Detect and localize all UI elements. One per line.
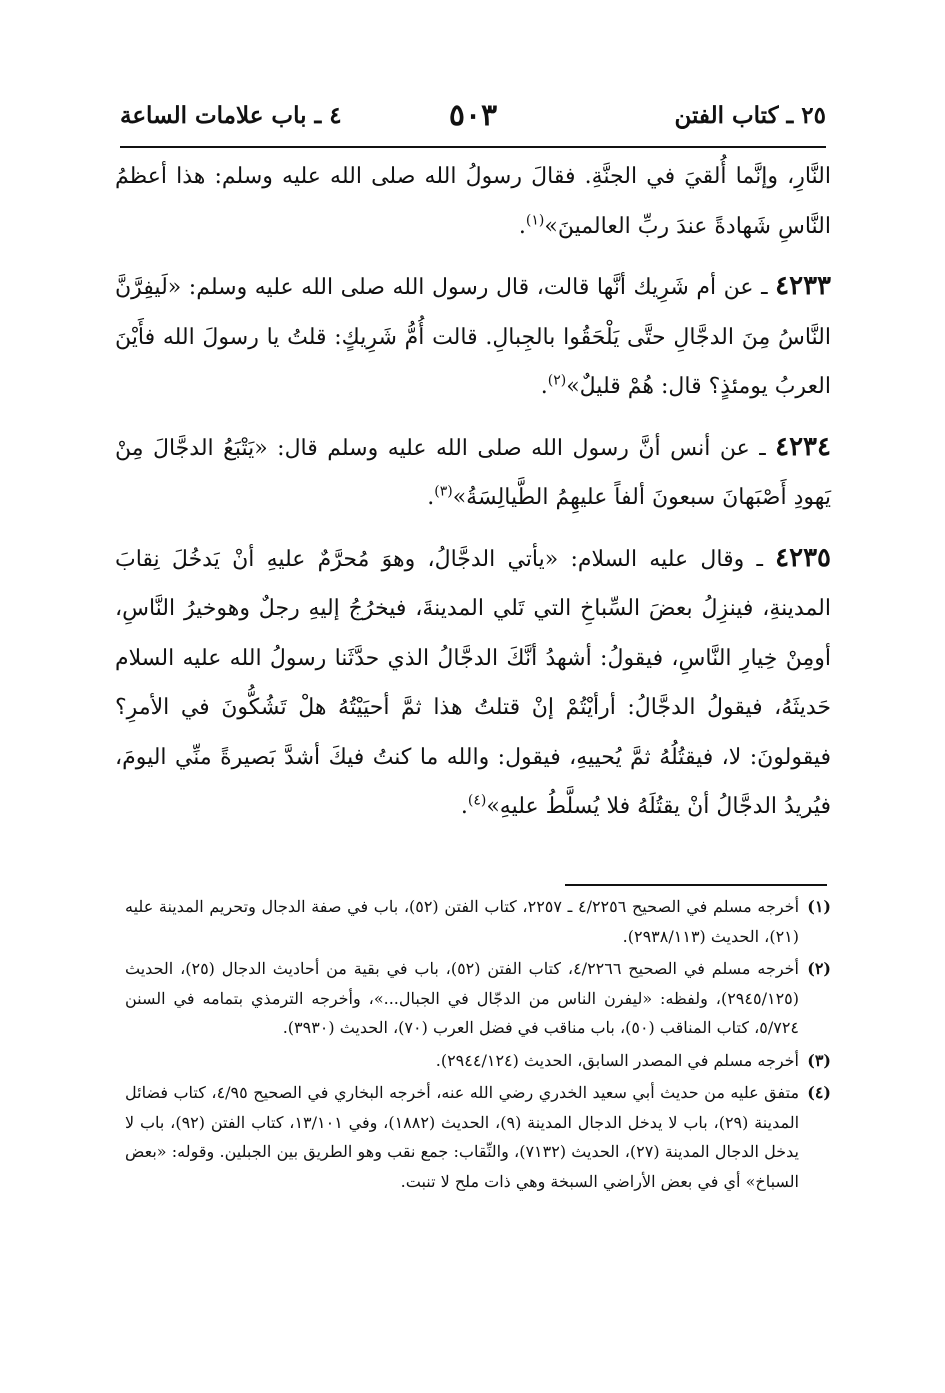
- header-rule: [120, 146, 826, 148]
- footnote-text: أخرجه مسلم في الصحيح ٤/٢٢٥٦ ـ ٢٢٥٧، كتاب الفتن (٥٢)، باب في صفة الدجال وتحريم المدينة عليه (٢١)، الحديث (٢٩٣٨/١١٣).: [125, 897, 800, 946]
- hadith-text: ـ عن أم شَرِيك أنَّها قالت، قال رسول الله صلى الله عليه وسلم: «لَيفِرَّنَّ النَّاسُ مِنَ الدجَّالِ حتَّى يَلْحَقُوا بالجِبالِ. قالت أُمُّ شَرِيكٍ: قلتُ يا رسولَ الله فأَيْنَ العربُ يومئذٍ؟ قال: هُمْ قليلٌ»: [115, 275, 831, 399]
- chapter-title: ٤ ـ باب علامات الساعة: [120, 102, 342, 129]
- running-header: [120, 98, 826, 148]
- footnote-ref: (٤): [467, 792, 487, 809]
- hadith-4235: ٤٢٣٥ ـ وقال عليه السلام: «يأتي الدجَّالُ، وهوَ مُحرَّمٌ عليهِ أنْ يَدخُلَ نِقابَ المدينةِ، فينزِلُ بعضَ السِّباخِ التي تَلي المدينةَ، فيخرُجُ إليهِ رجلٌ وهوخيرُ النَّاسِ، أومِنْ خِيارِ النَّاسِ، فيقولُ: أشهدُ أنَّكَ الدجَّالُ الذي حدَّثَنا رسولُ الله عليه السلام حَديثَهُ، فيقولُ الدجَّالُ: أرأيْتُمْ إنْ قتلتُ هذا ثمَّ أحيَيْتُهُ هلْ تَشُكُّونَ في الأمرِ؟ فيقولونَ: لا، فيقتُلُهُ ثمَّ يُحييهِ، فيقول: والله ما كنتُ فيكَ أشدَّ بَصيرةً منِّي اليومَ، فيُريدُ الدجَّالُ أنْ يقتُلَهُ فلا يُسلَّطُ عليهِ»$^{(٤)}$.: [115, 542, 832, 819]
- footnote-2: [125, 954, 831, 1043]
- main-text: [115, 152, 831, 832]
- footnote-text: متفق عليه من حديث أبي سعيد الخدري رضي الله عنه، أخرجه البخاري في الصحيح ٤/٩٥، كتاب فضائل المدينة (٢٩)، باب لا يدخل الدجال المدينة (٩)، الحديث (١٨٨٢)، وفي ١٣/١٠١، كتاب الفتن (٩٢)، باب لا يدخل الدجال المدينة (٢٧)، الحديث (٧١٣٢)، والنِّقاب: جمع نقب وهو الطريق بين الجبلين. وقوله: «بعض السباخ» أي في بعض الأراضي السبخة وهي ذات ملح لا تنبت.: [125, 1083, 800, 1191]
- hadith-number: ٤٢٣٥: [775, 542, 832, 573]
- hadith-text: ـ وقال عليه السلام: «يأتي الدجَّالُ، وهوَ مُحرَّمٌ عليهِ أنْ يَدخُلَ نِقابَ المدينةِ، فينزِلُ بعضَ السِّباخِ التي تَلي المدينةَ، فيخرُجُ إليهِ رجلٌ وهوخيرُ النَّاسِ، أومِنْ خِيارِ النَّاسِ، فيقولُ: أشهدُ أنَّكَ الدجَّالُ الذي حدَّثَنا رسولُ الله عليه السلام حَديثَهُ، فيقولُ الدجَّالُ: أرأيْتُمْ إنْ قتلتُ هذا ثمَّ أحيَيْتُهُ هلْ تَشُكُّونَ في الأمرِ؟ فيقولونَ: لا، فيقتُلُهُ ثمَّ يُحييهِ، فيقول: والله ما كنتُ فيكَ أشدَّ بَصيرةً منِّي اليومَ، فيُريدُ الدجَّالُ أنْ يقتُلَهُ فلا يُسلَّطُ عليهِ»: [115, 546, 831, 819]
- footnote-mark: (١): [807, 897, 831, 916]
- footnote-mark: (٤): [807, 1083, 831, 1102]
- footnote-rule: [565, 884, 827, 886]
- hadith-number: ٤٢٣٤: [775, 431, 831, 462]
- footnotes: [125, 892, 831, 1199]
- footnote-4: [125, 1078, 831, 1196]
- hadith-text: ـ عن أنس أنَّ رسول الله صلى الله عليه وسلم قال: «يَتْبَعُ الدجَّالَ مِنْ يَهودِ أَصْبَهانَ سبعونَ ألفاً عليهِمُ الطَّيالِسَةُ»: [115, 435, 831, 510]
- footnote-ref: (١): [525, 212, 545, 229]
- footnote-mark: (٣): [807, 1050, 831, 1070]
- footnote-text: أخرجه مسلم في المصدر السابق، الحديث (٢٩٤٤/١٢٤).: [435, 1050, 799, 1070]
- book-title: ٢٥ ـ كتاب الفتن: [674, 102, 826, 129]
- paragraph-continuation: النَّارِ، وإنَّما أُلقيَ في الجنَّةِ. فقالَ رسولُ الله صلى الله عليه وسلم: هذا أعظمُ النَّاسِ شَهادةً عندَ ربِّ العالمينَ»$^{(١)}$.: [115, 164, 831, 239]
- hadith-number: ٤٢٣٣: [775, 271, 831, 301]
- footnote-3: [125, 1046, 831, 1076]
- footnote-text: أخرجه مسلم في الصحيح ٤/٢٢٦٦، كتاب الفتن (٥٢)، باب في بقية من أحاديث الدجال (٢٥)، الحديث (٢٩٤٥/١٢٥)، ولفظه: «ليفرن الناس من الدجّال في الجبال...»، وأخرجه الترمذي بتمامه في السنن ٥/٧٢٤، كتاب المناقب (٥٠)، باب مناقب في فضل العرب (٧٠)، الحديث (٣٩٣٠).: [125, 959, 799, 1037]
- footnote-1: [125, 892, 831, 951]
- paragraph-text: النَّارِ، وإنَّما أُلقيَ في الجنَّةِ. فقالَ رسولُ الله صلى الله عليه وسلم: هذا أعظمُ النَّاسِ شَهادةً عندَ ربِّ العالمينَ»: [115, 164, 831, 239]
- hadith-4234: ٤٢٣٤ ـ عن أنس أنَّ رسول الله صلى الله عليه وسلم قال: «يَتْبَعُ الدجَّالَ مِنْ يَهودِ أَصْبَهانَ سبعونَ ألفاً عليهِمُ الطَّيالِسَةُ»$^{(٣)}$.: [115, 431, 831, 510]
- footnote-ref: (٣): [434, 483, 453, 500]
- footnote-mark: (٢): [807, 959, 831, 978]
- page-number: ٥٠٣: [448, 98, 498, 133]
- hadith-4233: ٤٢٣٣ ـ عن أم شَرِيك أنَّها قالت، قال رسول الله صلى الله عليه وسلم: «لَيفِرَّنَّ النَّاسُ مِنَ الدجَّالِ حتَّى يَلْحَقُوا بالجِبالِ. قالت أُمُّ شَرِيكٍ: قلتُ يا رسولَ الله فأَيْنَ العربُ يومئذٍ؟ قال: هُمْ قليلٌ»$^{(٢)}$.: [115, 271, 831, 399]
- footnote-ref: (٢): [547, 372, 567, 389]
